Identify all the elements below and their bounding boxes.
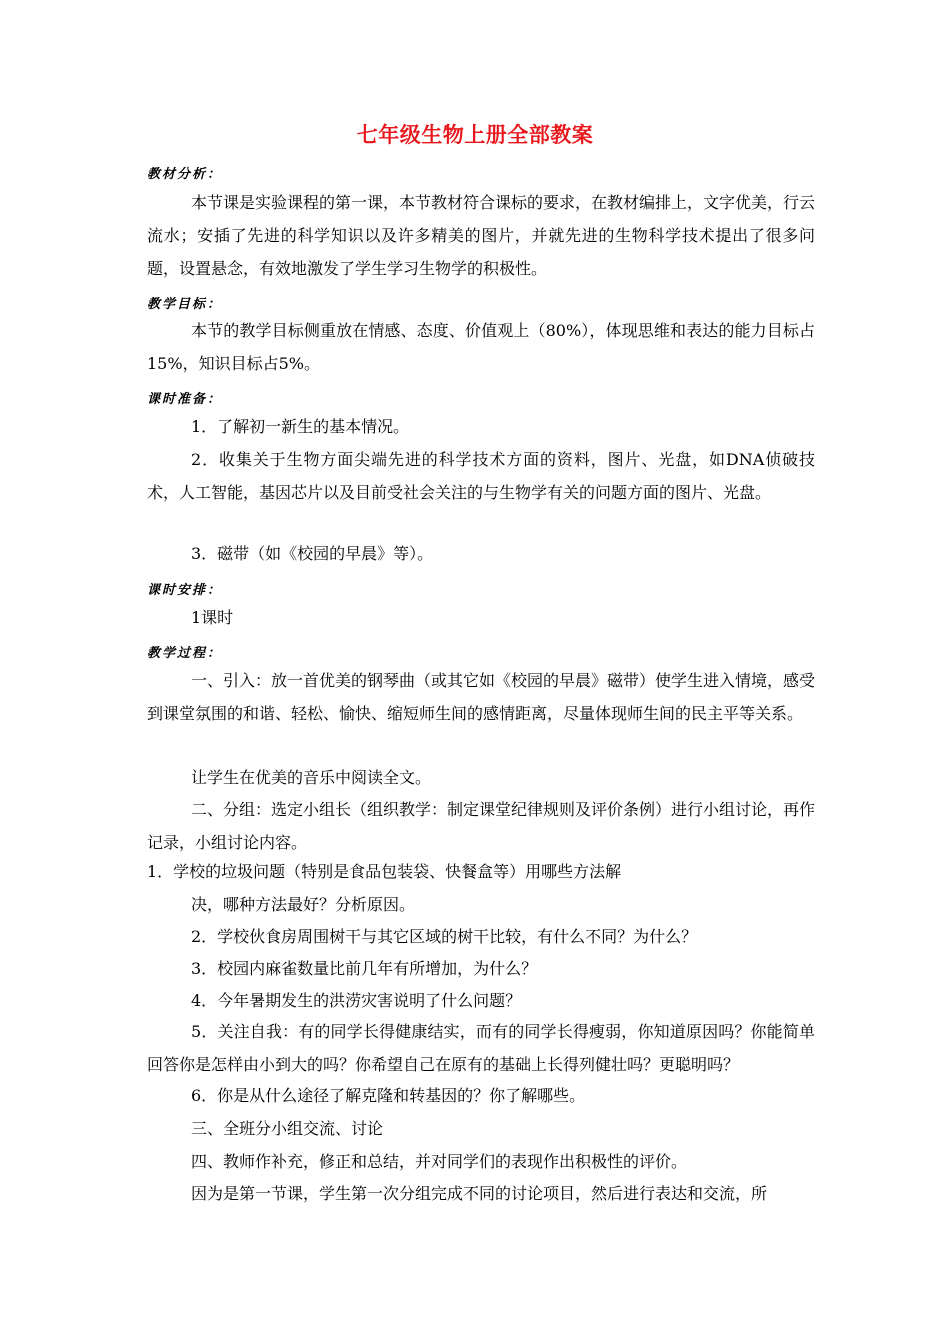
prep-item-2: 2．收集关于生物方面尖端先进的科学技术方面的资料，图片、光盘，如DNA侦破技术，人工智能，基因芯片以及目前受社会关注的与生物学有关的问题方面的图片、光盘。 (147, 450, 815, 502)
question-4: 4．今年暑期发生的洪涝灾害说明了什么问题？ (191, 991, 522, 1010)
goals-paragraph: 本节的教学目标侧重放在情感、态度、价值观上（80%），体现思维和表达的能力目标占15%，知识目标占5%。 (147, 321, 815, 373)
process-intro-paragraph: 一、引入：放一首优美的钢琴曲（或其它如《校园的早晨》磁带）使学生进入情境，感受到课堂氛围的和谐、轻松、愉快、缩短师生间的感情距离，尽量体现师生间的民主平等关系。 (147, 671, 816, 723)
question-1-line-2: 决，哪种方法最好？分析原因。 (191, 895, 416, 914)
heading-goals: 教学目标： (147, 297, 223, 312)
heading-prep: 课时准备： (147, 392, 223, 407)
heading-process: 教学过程： (147, 646, 223, 661)
analysis-paragraph: 本节课是实验课程的第一课，本节教材符合课标的要求，在教材编排上，文字优美，行云流水；安插了先进的科学知识以及许多精美的图片，并就先进的生物科学技术提出了很多问题，设置悬念，有效地激发了学生学习生物学的积极性。 (147, 193, 816, 278)
question-5: 5．关注自我：有的同学长得健康结实，而有的同学长得瘦弱，你知道原因吗？你能简单回答你是怎样由小到大的吗？你希望自己在原有的基础上长得列健壮吗？更聪明吗？ (147, 1022, 815, 1074)
question-6: 6．你是从什么途径了解克隆和转基因的？你了解哪些。 (191, 1086, 586, 1105)
process-step-3: 三、全班分小组交流、讨论 (191, 1119, 384, 1138)
question-1-line-1: 1．学校的垃圾问题（特别是食品包装袋、快餐盒等）用哪些方法解 (147, 862, 622, 881)
question-3: 3．校园内麻雀数量比前几年有所增加，为什么？ (191, 959, 538, 978)
process-reading-paragraph: 让学生在优美的音乐中阅读全文。 (191, 768, 432, 787)
process-step-4: 四、教师作补充，修正和总结，并对同学们的表现作出积极性的评价。 (191, 1152, 688, 1171)
schedule-text: 1课时 (191, 608, 234, 627)
question-2: 2．学校伙食房周围树干与其它区域的树干比较，有什么不同？为什么？ (191, 927, 698, 946)
document-title: 七年级生物上册全部教案 (356, 122, 594, 147)
process-closing-paragraph: 因为是第一节课，学生第一次分组完成不同的讨论项目，然后进行表达和交流，所 (191, 1184, 768, 1203)
heading-analysis: 教材分析： (147, 167, 223, 182)
process-grouping-paragraph: 二、分组：选定小组长（组织教学：制定课堂纪律规则及评价条例）进行小组讨论，再作记录，小组讨论内容。 (147, 800, 816, 852)
heading-schedule: 课时安排： (147, 583, 223, 598)
prep-item-3: 3．磁带（如《校园的早晨》等）。 (191, 544, 434, 563)
prep-item-1: 1．了解初一新生的基本情况。 (191, 417, 410, 436)
